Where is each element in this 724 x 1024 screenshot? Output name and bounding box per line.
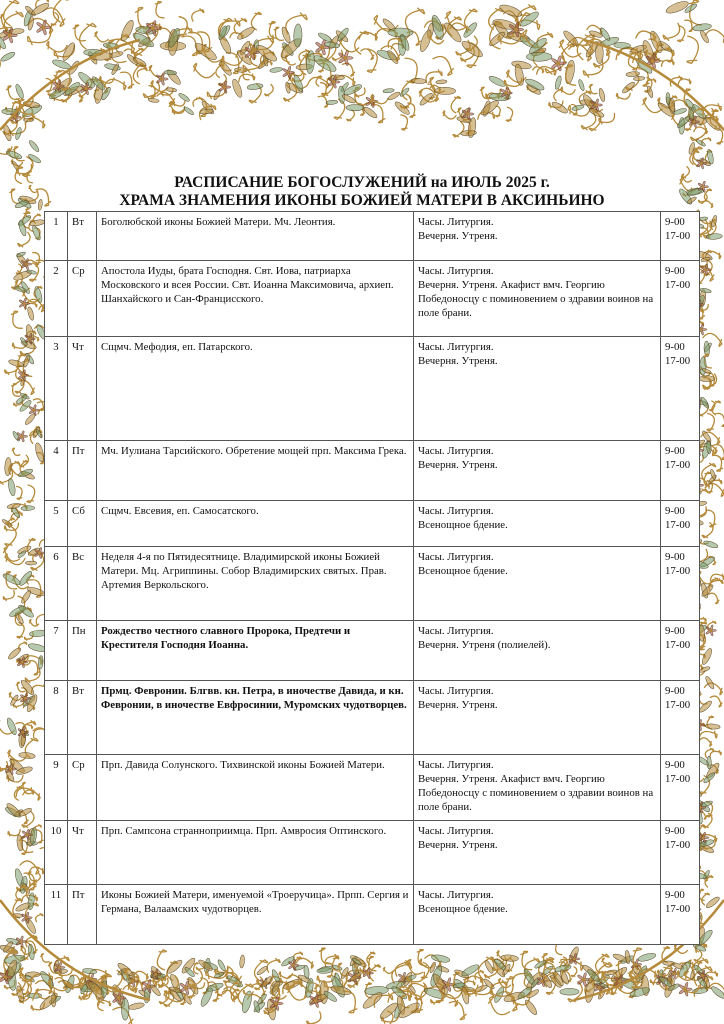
schedule-row	[45, 547, 700, 621]
service-time: 17-00	[665, 459, 691, 471]
feast-description: Рождество честного славного Пророка, Предтечи и Крестителя Господня Иоанна.	[97, 621, 414, 681]
service-item: Часы. Литургия.	[418, 216, 494, 228]
title-line-1: РАСПИСАНИЕ БОГОСЛУЖЕНИЙ на ИЮЛЬ 2025 г.	[174, 174, 550, 191]
service-time: 17-00	[665, 903, 691, 915]
service-item: Часы. Литургия.	[418, 445, 494, 457]
times-cell	[661, 337, 700, 441]
schedule-row	[45, 337, 700, 441]
service-item: Вечерня. Утреня.	[418, 459, 498, 471]
service-time: 9-00	[665, 825, 685, 837]
day-number: 3	[45, 337, 68, 441]
service-item: Вечерня. Утреня.	[418, 355, 498, 367]
service-item: Вечерня. Утреня.	[418, 230, 498, 242]
service-time: 9-00	[665, 625, 685, 637]
service-item: Часы. Литургия.	[418, 505, 494, 517]
schedule-row	[45, 261, 700, 337]
feast-description: Иконы Божией Матери, именуемой «Троеручица». Прпп. Сергия и Германа, Валаамских чудотворцев.	[97, 885, 414, 945]
times-cell	[661, 681, 700, 755]
day-of-week: Чт	[68, 821, 97, 885]
day-number: 8	[45, 681, 68, 755]
feast-description: Мч. Иулиана Тарсийского. Обретение мощей прп. Максима Грека.	[97, 441, 414, 501]
title-line-2: ХРАМА ЗНАМЕНИЯ ИКОНЫ БОЖИЕЙ МАТЕРИ В АКСИНЬИНО	[119, 192, 605, 209]
service-item: Часы. Литургия.	[418, 759, 494, 771]
services-cell	[414, 547, 661, 621]
feast-description: Сщмч. Мефодия, еп. Патарского.	[97, 337, 414, 441]
service-time: 9-00	[665, 551, 685, 563]
day-number: 4	[45, 441, 68, 501]
times-cell	[661, 821, 700, 885]
feast-description: Боголюбской иконы Божией Матери. Мч. Леонтия.	[97, 212, 414, 261]
services-cell	[414, 261, 661, 337]
feast-description: Прп. Давида Солунского. Тихвинской иконы Божией Матери.	[97, 755, 414, 821]
service-time: 9-00	[665, 341, 685, 353]
service-item: Часы. Литургия.	[418, 625, 494, 637]
services-cell	[414, 821, 661, 885]
service-time: 17-00	[665, 230, 691, 242]
service-time: 17-00	[665, 773, 691, 785]
service-item: Часы. Литургия.	[418, 889, 494, 901]
service-time: 17-00	[665, 565, 691, 577]
times-cell	[661, 501, 700, 547]
services-cell	[414, 885, 661, 945]
times-cell	[661, 547, 700, 621]
service-item: Часы. Литургия.	[418, 551, 494, 563]
day-number: 9	[45, 755, 68, 821]
service-time: 9-00	[665, 265, 685, 277]
schedule-row	[45, 821, 700, 885]
service-time: 9-00	[665, 759, 685, 771]
day-of-week: Вт	[68, 212, 97, 261]
service-item: Вечерня. Утреня. Акафист вмч. Георгию Победоносцу с поминовением о здравии воинов на поле брани.	[418, 773, 654, 813]
services-cell	[414, 755, 661, 821]
service-time: 17-00	[665, 639, 691, 651]
schedule-row	[45, 755, 700, 821]
service-item: Вечерня. Утреня.	[418, 839, 498, 851]
schedule-row	[45, 681, 700, 755]
day-of-week: Пт	[68, 885, 97, 945]
service-item: Всенощное бдение.	[418, 565, 508, 577]
day-number: 2	[45, 261, 68, 337]
day-of-week: Сб	[68, 501, 97, 547]
day-number: 10	[45, 821, 68, 885]
service-item: Часы. Литургия.	[418, 265, 494, 277]
schedule-row	[45, 621, 700, 681]
service-time: 17-00	[665, 839, 691, 851]
services-cell	[414, 501, 661, 547]
schedule-row	[45, 501, 700, 547]
service-item: Вечерня. Утреня (полиелей).	[418, 639, 551, 651]
service-item: Всенощное бдение.	[418, 519, 508, 531]
services-cell	[414, 681, 661, 755]
service-item: Часы. Литургия.	[418, 341, 494, 353]
service-item: Часы. Литургия.	[418, 825, 494, 837]
service-time: 9-00	[665, 889, 685, 901]
services-cell	[414, 621, 661, 681]
page-title	[40, 174, 684, 210]
day-of-week: Ср	[68, 755, 97, 821]
times-cell	[661, 261, 700, 337]
day-of-week: Вт	[68, 681, 97, 755]
day-of-week: Ср	[68, 261, 97, 337]
service-item: Вечерня. Утреня. Акафист вмч. Георгию Победоносцу с поминовением о здравии воинов на поле брани.	[418, 279, 654, 319]
times-cell	[661, 621, 700, 681]
times-cell	[661, 885, 700, 945]
services-cell	[414, 212, 661, 261]
service-item: Вечерня. Утреня.	[418, 699, 498, 711]
schedule-row	[45, 885, 700, 945]
feast-description: Неделя 4-я по Пятидесятнице. Владимирской иконы Божией Матери. Мц. Агриппины. Собор Владимирских святых. Прав. Артемия Веркольского.	[97, 547, 414, 621]
times-cell	[661, 755, 700, 821]
feast-description: Прмц. Февронии. Блгвв. кн. Петра, в иночестве Давида, и кн. Февронии, в иночестве Евфросинии, Муромских чудотворцев.	[97, 681, 414, 755]
service-time: 9-00	[665, 216, 685, 228]
services-cell	[414, 441, 661, 501]
service-time: 9-00	[665, 505, 685, 517]
service-time: 17-00	[665, 355, 691, 367]
service-item: Часы. Литургия.	[418, 685, 494, 697]
times-cell	[661, 212, 700, 261]
feast-description: Апостола Иуды, брата Господня. Свт. Иова, патриарха Московского и всея России. Свт. Иоанна Максимовича, архиеп. Шанхайского и Сан-Францисского.	[97, 261, 414, 337]
day-number: 5	[45, 501, 68, 547]
service-item: Всенощное бдение.	[418, 903, 508, 915]
feast-description: Сщмч. Евсевия, еп. Самосатского.	[97, 501, 414, 547]
services-cell	[414, 337, 661, 441]
feast-description: Прп. Сампсона странноприимца. Прп. Амвросия Оптинского.	[97, 821, 414, 885]
day-of-week: Пн	[68, 621, 97, 681]
service-time: 17-00	[665, 279, 691, 291]
schedule-table	[44, 211, 700, 945]
day-number: 7	[45, 621, 68, 681]
day-of-week: Вс	[68, 547, 97, 621]
schedule-row	[45, 212, 700, 261]
day-number: 11	[45, 885, 68, 945]
service-time: 17-00	[665, 519, 691, 531]
service-time: 9-00	[665, 445, 685, 457]
day-of-week: Пт	[68, 441, 97, 501]
service-time: 9-00	[665, 685, 685, 697]
service-time: 17-00	[665, 699, 691, 711]
day-number: 1	[45, 212, 68, 261]
day-of-week: Чт	[68, 337, 97, 441]
schedule-row	[45, 441, 700, 501]
day-number: 6	[45, 547, 68, 621]
times-cell	[661, 441, 700, 501]
